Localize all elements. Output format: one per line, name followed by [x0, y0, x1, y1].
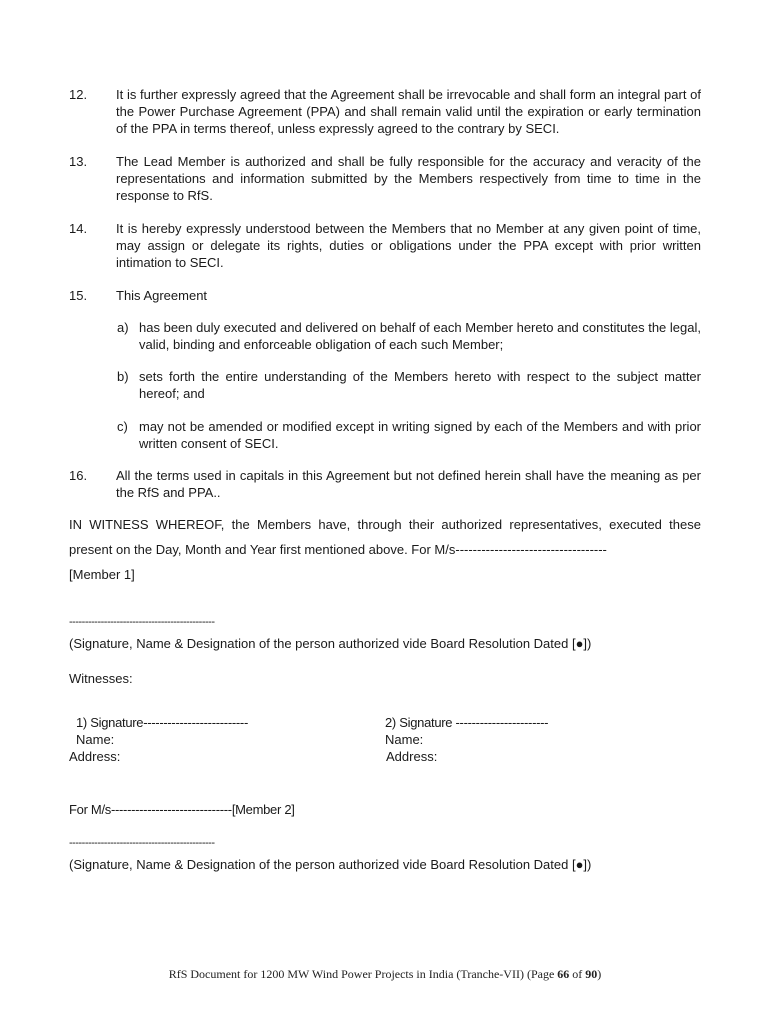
footer-mid: of — [569, 967, 586, 981]
witness-1-signature: 1) Signature-------------------------- — [76, 715, 248, 730]
witness-1-name: Name: — [76, 732, 115, 747]
page-footer — [0, 966, 770, 983]
witness-2-address: Address: — [386, 749, 438, 764]
clause-number: 13. — [69, 154, 88, 169]
footer-prefix: RfS Document for 1200 MW Wind Power Projects in India (Tranche-VII) (Page — [168, 967, 558, 981]
clause-text: It is further expressly agreed that the Agreement shall be irrevocable and shall form an integral part of the Power Purchase Agreement (PPA) and shall remain valid until the expiration or early termination of the PPA in terms thereof, unless expressly agreed to the contrary by SECI. — [116, 87, 701, 136]
sub-clause-text: may not be amended or modified except in writing signed by each of the Members and with prior written consent of SECI. — [139, 419, 701, 451]
clause-text: The Lead Member is authorized and shall be fully responsible for the accuracy and veracity of the representations and information submitted by the Members respectively from time to time in the response to RfS. — [116, 154, 701, 203]
clause-number: 12. — [69, 87, 88, 102]
clause-number: 15. — [69, 288, 88, 303]
witness-1-address: Address: — [69, 749, 121, 764]
sub-clause-a — [117, 319, 701, 353]
signature-caption-1: (Signature, Name & Designation of the person authorized vide Board Resolution Dated [●]) — [69, 636, 592, 651]
member-1-label: [Member 1] — [69, 567, 135, 582]
clause-13 — [69, 153, 701, 204]
witness-2-name: Name: — [385, 732, 424, 747]
witnesses-label: Witnesses: — [69, 671, 133, 686]
sub-clause-letter: c) — [117, 419, 128, 434]
footer-total-pages: 90 — [585, 967, 598, 981]
sub-clause-c — [117, 418, 701, 452]
sub-clause-b — [117, 368, 701, 402]
clause-text: It is hereby expressly understood between the Members that no Member at any given point of time, may assign or delegate its rights, duties or obligations under the PPA except with prior written intimation to SECI. — [116, 221, 701, 270]
signature-line-1: ---------------------------------------------- — [69, 616, 215, 628]
clause-14 — [69, 220, 701, 271]
witness-text: , the Members have, through their authorized representatives, executed these present on the Day, Month and Year first mentioned above. For M/s----------------------------------- — [69, 517, 701, 557]
sub-clause-letter: a) — [117, 320, 129, 335]
member-2-line: For M/s------------------------------[Member 2] — [69, 802, 295, 817]
witness-2-signature: 2) Signature ----------------------- — [385, 715, 549, 730]
sub-clause-text: sets forth the entire understanding of the Members hereto with respect to the subject matter hereof; and — [139, 369, 701, 401]
clause-text: All the terms used in capitals in this Agreement but not defined herein shall have the meaning as per the RfS and PPA.. — [116, 468, 701, 500]
clause-number: 14. — [69, 221, 88, 236]
clause-12 — [69, 86, 701, 137]
signature-line-2: ---------------------------------------------- — [69, 837, 215, 849]
footer-page-number: 66 — [557, 967, 570, 981]
clause-16 — [69, 467, 701, 501]
clause-number: 16. — [69, 468, 88, 483]
witness-lead: IN WITNESS WHEREOF — [69, 517, 221, 532]
sub-clause-letter: b) — [117, 369, 129, 384]
footer-suffix: ) — [597, 967, 602, 981]
clause-text: This Agreement — [116, 288, 208, 303]
sub-clause-text: has been duly executed and delivered on behalf of each Member hereto and constitutes the legal, valid, binding and enforceable obligation of each such Member; — [139, 320, 701, 352]
witness-paragraph — [69, 512, 701, 562]
signature-caption-2: (Signature, Name & Designation of the person authorized vide Board Resolution Dated [●]) — [69, 857, 592, 872]
clause-15 — [69, 287, 701, 304]
